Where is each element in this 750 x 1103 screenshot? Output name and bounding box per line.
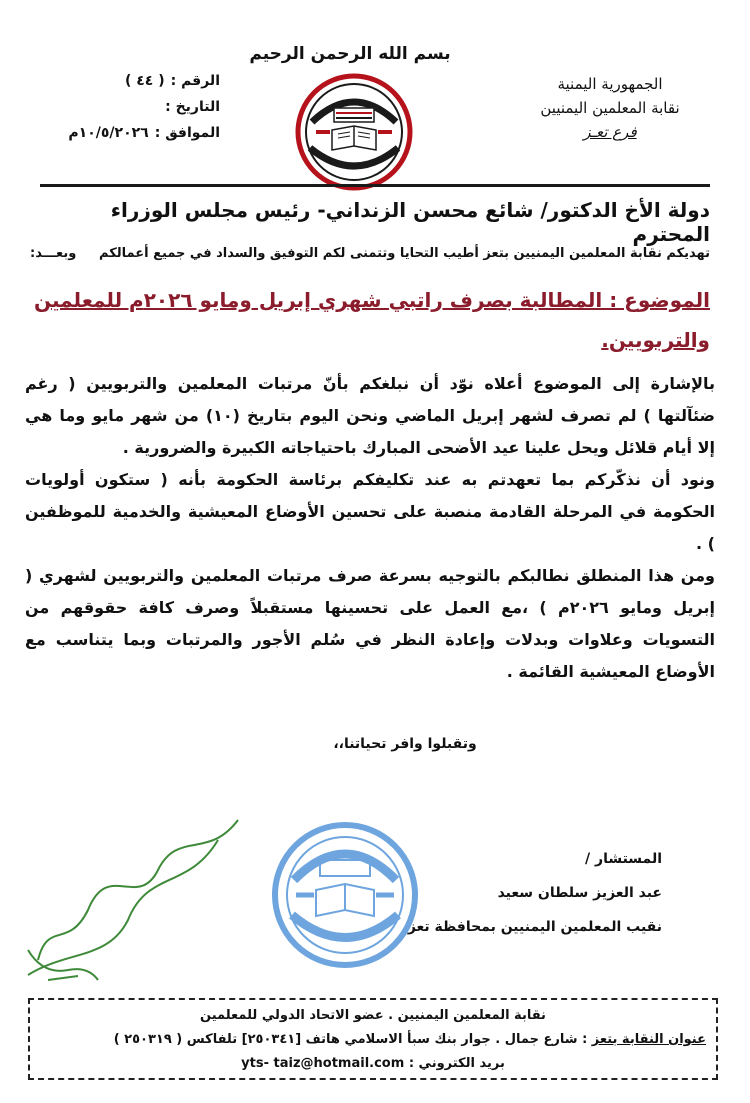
footer-email: yts- taiz@hotmail.com	[241, 1056, 405, 1071]
addressee: دولة الأخ الدكتور/ شائع محسن الزنداني- رئيس مجلس الوزراء المحترم	[110, 198, 710, 246]
body-paragraph: ونود أن نذكّركم بما تعهدتم به عند تكليفكم برئاسة الحكومة بأنه ( ستكون أولويات الحكومة في المرحلة القادمة منصبة على تحسين الأوضاع المعيشية والخدمية للموظفين ) .	[25, 470, 715, 553]
greeting-after: وبعـــد:	[30, 246, 77, 261]
greeting-text: تهديكم نقابة المعلمين اليمنيين بتعز أطيب التحايا وتتمنى لكم التوفيق والسداد في جميع أعمالكم	[99, 246, 710, 261]
footer-line-union: نقابة المعلمين اليمنيين . عضو الاتحاد الدولي للمعلمين	[200, 1008, 546, 1023]
ref-row	[30, 68, 220, 94]
footer-address	[40, 1028, 706, 1052]
org-header	[510, 72, 710, 144]
signature-position: نقيب المعلمين اليمنيين بمحافظة تعز	[407, 919, 662, 935]
footer-email-row	[40, 1052, 706, 1076]
footer-address-label: عنوان النقابة بتعز	[591, 1032, 706, 1047]
header-divider	[40, 184, 710, 187]
subject-line-2: والتربويين.	[601, 328, 710, 352]
corresponding-value: ١٠/٥/٢٠٢٦م	[68, 125, 149, 141]
subject	[30, 280, 710, 360]
letter-body	[25, 368, 715, 688]
footer-box	[28, 998, 718, 1080]
subject-line-1: الموضوع : المطالبة بصرف راتبي شهري إبريل ومايو ٢٠٢٦م للمعلمين	[33, 288, 710, 312]
date-label: التاريخ :	[165, 99, 220, 115]
reference-block	[30, 68, 220, 146]
ref-value: ( ٤٤ )	[124, 73, 165, 89]
footer-address-text: : شارع جمال . جوار بنك سبأ الاسلامي هاتف [٢٥٠٣٤١] تلفاكس ( ٢٥٠٣١٩ )	[113, 1032, 588, 1047]
signature-title: المستشار /	[585, 851, 662, 867]
footer-email-label: بريد الكتروني :	[408, 1056, 505, 1071]
date-row	[30, 94, 220, 120]
closing: وتقبلوا وافر تحياتنا،،	[333, 736, 477, 752]
corresponding-label: الموافق :	[154, 125, 220, 141]
corresponding-row	[30, 120, 220, 146]
bismillah: بسم الله الرحمن الرحيم	[249, 44, 451, 64]
org-line-country: الجمهورية اليمنية	[557, 75, 663, 93]
org-line-branch: فرع تعـز	[583, 123, 637, 141]
body-paragraph: ومن هذا المنطلق نطالبكم بالتوجيه بسرعة صرف مرتبات المعلمين والتربويين لشهري ( إبريل ومايو ٢٠٢٦م ) ،مع العمل على تحسينها مستقبلاً وصرف كافة حقوقهم من التسويات وعلاوات وبدلات وإعادة النظر في سُلم الأجور والمرتبات وبما يتناسب مع الأوضاع المعيشية القائمة .	[25, 566, 715, 681]
handwritten-signature	[8, 800, 288, 990]
body-paragraph: بالإشارة إلى الموضوع أعلاه نوّد أن نبلغكم بأنّ مرتبات المعلمين والتربويين ( رغم ضئآلتها ) لم تصرف لشهر إبريل الماضي ونحن اليوم بتاريخ (١٠) من شهر مايو وما هي إلا أيام قلائل ويحل علينا عيد الأضحى المبارك باحتياجاته الكبيرة والضرورية .	[25, 374, 715, 457]
ref-label: الرقم :	[170, 73, 220, 89]
signature-name: عبد العزيز سلطان سعيد	[497, 885, 662, 901]
org-line-union: نقابة المعلمين اليمنيين	[540, 99, 680, 117]
greeting	[30, 246, 710, 261]
signature-block	[362, 842, 662, 944]
union-logo	[292, 72, 416, 192]
